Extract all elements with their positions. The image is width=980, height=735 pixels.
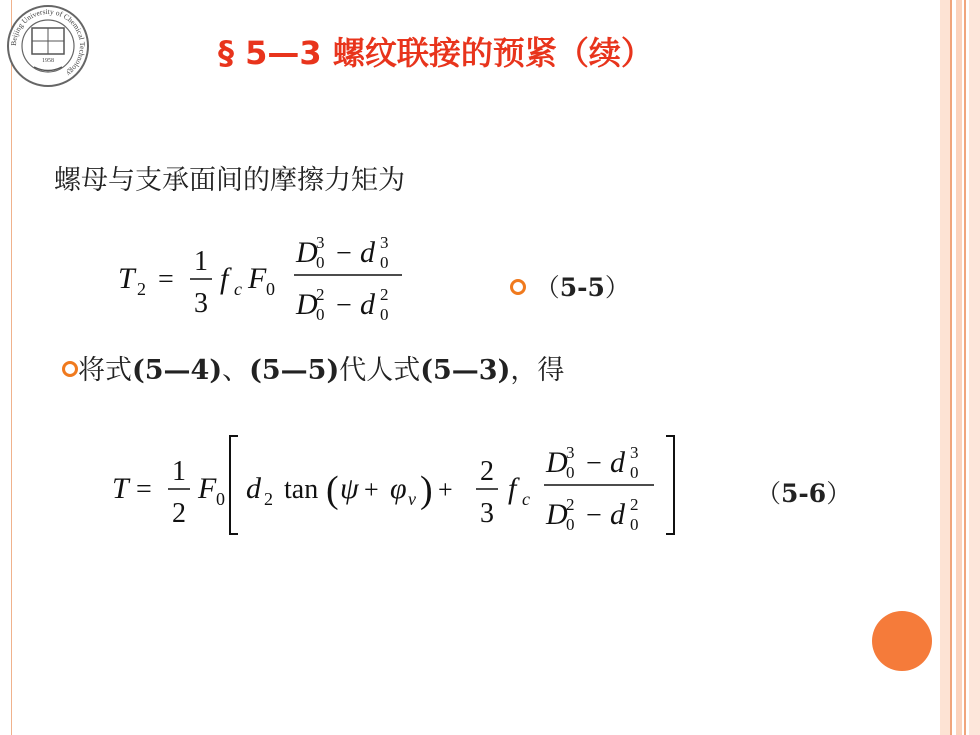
bullet-text-part: 将式 xyxy=(78,355,132,386)
seal-year: 1958 xyxy=(42,58,54,64)
label-paren-close: ） xyxy=(604,273,630,302)
svg-text:3: 3 xyxy=(630,443,639,462)
svg-text:d: d xyxy=(246,472,261,505)
svg-text:2: 2 xyxy=(172,498,186,529)
bullet-ring-icon xyxy=(510,279,526,295)
svg-text:c: c xyxy=(234,279,242,299)
svg-text:D: D xyxy=(296,288,318,321)
svg-text:−: − xyxy=(586,500,602,531)
intro-text: 螺母与支承面间的摩擦力矩为 xyxy=(54,165,405,196)
bullet-text-part: ，得 xyxy=(510,355,565,386)
svg-text:f: f xyxy=(508,472,517,505)
bullet-text-ref: (5—5) xyxy=(249,355,340,386)
svg-text:d: d xyxy=(610,446,625,479)
svg-text:2: 2 xyxy=(566,495,575,514)
svg-text:2: 2 xyxy=(480,456,494,487)
university-seal-logo xyxy=(6,4,90,88)
label-paren-close: ） xyxy=(826,479,852,508)
svg-text:1: 1 xyxy=(194,246,208,277)
svg-text:T: T xyxy=(112,472,129,505)
svg-text:3: 3 xyxy=(566,443,575,462)
svg-text:0: 0 xyxy=(380,253,389,272)
svg-text:0: 0 xyxy=(216,489,225,509)
svg-text:v: v xyxy=(408,489,416,509)
formula-5-6 xyxy=(110,428,700,548)
svg-text:=: = xyxy=(136,474,152,505)
svg-text:c: c xyxy=(522,489,530,509)
label-number: 5-5 xyxy=(559,273,605,302)
svg-text:2: 2 xyxy=(264,489,273,509)
bullet-ring-icon xyxy=(62,361,78,377)
svg-text:3: 3 xyxy=(316,233,325,252)
svg-text:+: + xyxy=(364,475,379,504)
svg-text:(: ( xyxy=(326,469,339,511)
svg-text:1: 1 xyxy=(172,456,186,487)
bullet-text-ref: (5—4) xyxy=(132,355,223,386)
svg-text:−: − xyxy=(336,238,352,269)
svg-text:0: 0 xyxy=(630,515,639,534)
svg-text:3: 3 xyxy=(380,233,389,252)
bullet-text-part: 、 xyxy=(222,355,250,386)
svg-text:−: − xyxy=(586,448,602,479)
svg-text:0: 0 xyxy=(380,305,389,324)
right-decorative-border xyxy=(940,0,980,735)
svg-text:0: 0 xyxy=(630,463,639,482)
svg-text:d: d xyxy=(360,288,375,321)
svg-text:0: 0 xyxy=(316,253,325,272)
seal-ring-text: Beijing University of Chemical Technology xyxy=(8,6,88,79)
svg-text:): ) xyxy=(420,469,433,511)
slide-title: § 5—3 螺纹联接的预紧（续） xyxy=(218,34,653,72)
svg-text:d: d xyxy=(360,236,375,269)
equation-label-5-5 xyxy=(510,268,630,304)
svg-text:F: F xyxy=(198,472,217,505)
svg-text:T: T xyxy=(118,262,135,295)
svg-text:f: f xyxy=(220,262,229,295)
bullet-line xyxy=(62,348,564,387)
svg-text:tan: tan xyxy=(284,474,319,505)
svg-text:d: d xyxy=(610,498,625,531)
label-paren-open: （ xyxy=(534,273,560,302)
decorative-orange-dot xyxy=(872,611,932,671)
svg-text:=: = xyxy=(158,264,174,295)
label-number: 5-6 xyxy=(781,479,827,508)
svg-text:D: D xyxy=(296,236,318,269)
svg-text:2: 2 xyxy=(380,285,389,304)
svg-text:D: D xyxy=(546,498,568,531)
svg-text:+: + xyxy=(438,475,453,504)
svg-text:0: 0 xyxy=(316,305,325,324)
svg-text:0: 0 xyxy=(266,279,275,299)
svg-text:0: 0 xyxy=(566,515,575,534)
bullet-text-part: 代人式 xyxy=(339,355,421,386)
svg-text:2: 2 xyxy=(630,495,639,514)
svg-text:F: F xyxy=(248,262,267,295)
svg-text:2: 2 xyxy=(316,285,325,304)
svg-text:ψ: ψ xyxy=(340,472,359,505)
left-border-rule xyxy=(11,0,12,735)
svg-text:φ: φ xyxy=(390,472,407,505)
svg-text:−: − xyxy=(336,290,352,321)
svg-text:D: D xyxy=(546,446,568,479)
bullet-text-ref: (5—3) xyxy=(420,355,511,386)
svg-text:3: 3 xyxy=(194,288,208,319)
label-paren-open: （ xyxy=(756,479,782,508)
equation-label-5-6 xyxy=(756,474,851,510)
formula-5-5 xyxy=(110,222,430,332)
svg-text:0: 0 xyxy=(566,463,575,482)
svg-text:3: 3 xyxy=(480,498,494,529)
svg-text:2: 2 xyxy=(137,279,146,299)
